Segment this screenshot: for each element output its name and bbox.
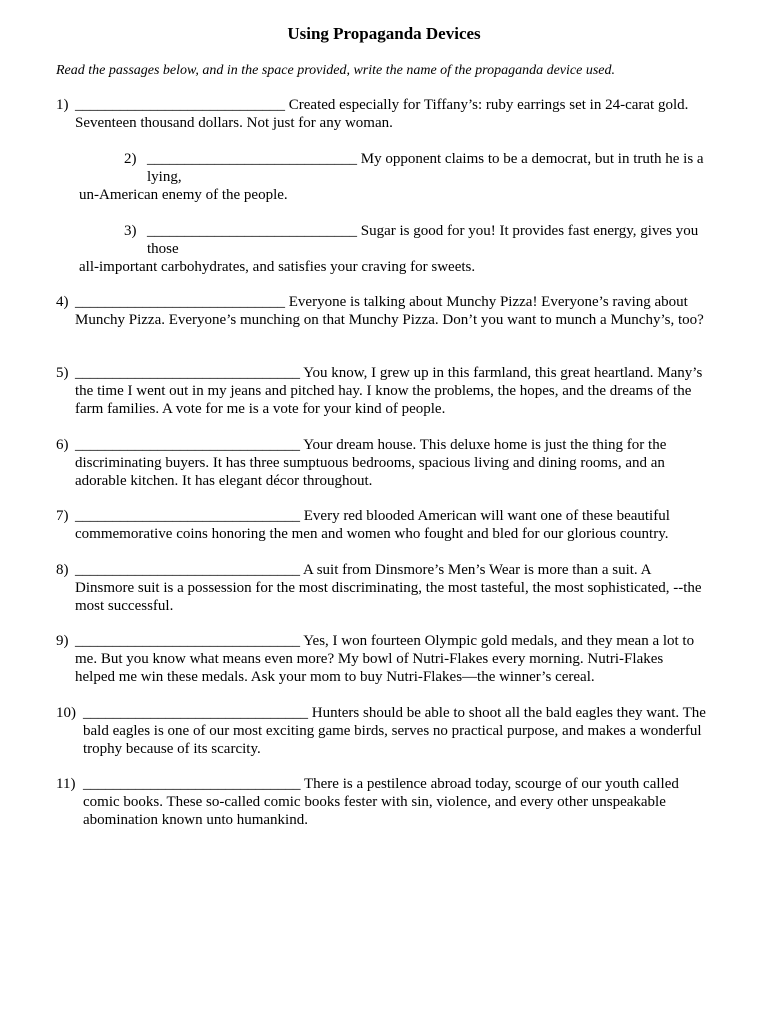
- question-number: 4): [56, 294, 69, 310]
- question-number: 1): [56, 97, 69, 113]
- question-number: 11): [56, 776, 76, 792]
- passage-text: Every red blooded American will want one of these beautiful commemorative coins honoring the men and women who fought and bled for our glorious country.: [75, 508, 670, 542]
- answer-blank[interactable]: ______________________________: [83, 705, 308, 721]
- passage-text: Everyone is talking about Munchy Pizza! Everyone’s raving about Munchy Pizza. Everyone’s munching on that Munchy Pizza. Don’t you want to munch a Munchy’s, too?: [75, 294, 704, 328]
- passage-text: Yes, I won fourteen Olympic gold medals, and they mean a lot to me. But you know what means even more? My bowl of Nutri-Flakes every morning. Nutri-Flakes helped me win these medals. Ask your mom to buy Nutri-Flakes—the winner’s cereal.: [75, 633, 695, 685]
- answer-blank[interactable]: ____________________________: [147, 223, 357, 239]
- question-number: 2): [124, 151, 137, 167]
- question-2: [56, 150, 706, 204]
- question-number: 5): [56, 365, 69, 381]
- answer-blank[interactable]: ______________________________: [75, 633, 300, 649]
- question-4: [56, 293, 706, 329]
- passage-text: You know, I grew up in this farmland, this great heartland. Many’s the time I went out in my jeans and pitched hay. I know the problems, the hopes, and the dreams of the farm families. A vote for me is a vote for your kind of people.: [75, 365, 703, 417]
- question-7: [56, 507, 706, 543]
- question-11: [56, 775, 706, 829]
- question-number: 8): [56, 562, 69, 578]
- question-number: 10): [56, 705, 76, 721]
- question-number: 6): [56, 437, 69, 453]
- question-10: [56, 704, 706, 758]
- answer-blank[interactable]: ______________________________: [75, 562, 300, 578]
- question-number: 3): [124, 223, 137, 239]
- answer-blank[interactable]: ____________________________: [75, 97, 285, 113]
- passage-text: Created especially for Tiffany’s: ruby earrings set in 24-carat gold. Seventeen thousand dollars. Not just for any woman.: [75, 97, 689, 131]
- answer-blank[interactable]: ______________________________: [75, 508, 300, 524]
- question-1: [56, 96, 706, 132]
- question-number: 9): [56, 633, 69, 649]
- question-8: [56, 561, 706, 615]
- passage-text: Your dream house. This deluxe home is just the thing for the discriminating buyers. It has three sumptuous bedrooms, spacious living and dining rooms, and an adorable kitchen. It has elegant décor throughout.: [75, 437, 667, 489]
- passage-text: A suit from Dinsmore’s Men’s Wear is more than a suit. A Dinsmore suit is a possession for the most discriminating, the most tasteful, the most sophisticated, --the most successful.: [75, 562, 702, 614]
- question-3: [56, 222, 706, 276]
- passage-text: There is a pestilence abroad today, scourge of our youth called comic books. These so-called comic books fester with sin, violence, and every other unspeakable abomination known unto humankind.: [83, 776, 679, 828]
- answer-blank[interactable]: _____________________________: [83, 776, 301, 792]
- question-number: 7): [56, 508, 69, 524]
- answer-blank[interactable]: ____________________________: [75, 294, 285, 310]
- answer-blank[interactable]: ______________________________: [75, 437, 300, 453]
- passage-text: Hunters should be able to shoot all the bald eagles they want. The bald eagles is one of our most exciting game birds, serves no practical purpose, and makes a wonderful trophy because of its scarcity.: [83, 705, 706, 757]
- passage-continuation: all-important carbohydrates, and satisfies your craving for sweets.: [79, 259, 476, 275]
- question-9: [56, 632, 706, 686]
- instructions: Read the passages below, and in the space provided, write the name of the propaganda device used.: [56, 63, 615, 78]
- page-title: Using Propaganda Devices: [287, 24, 481, 43]
- question-6: [56, 436, 706, 490]
- question-5: [56, 364, 706, 418]
- answer-blank[interactable]: ______________________________: [75, 365, 300, 381]
- answer-blank[interactable]: ____________________________: [147, 151, 357, 167]
- passage-text: Sugar is good for you! It provides fast energy, gives you those: [147, 223, 699, 257]
- passage-text: My opponent claims to be a democrat, but in truth he is a lying,: [147, 151, 704, 185]
- passage-continuation: un-American enemy of the people.: [79, 187, 288, 203]
